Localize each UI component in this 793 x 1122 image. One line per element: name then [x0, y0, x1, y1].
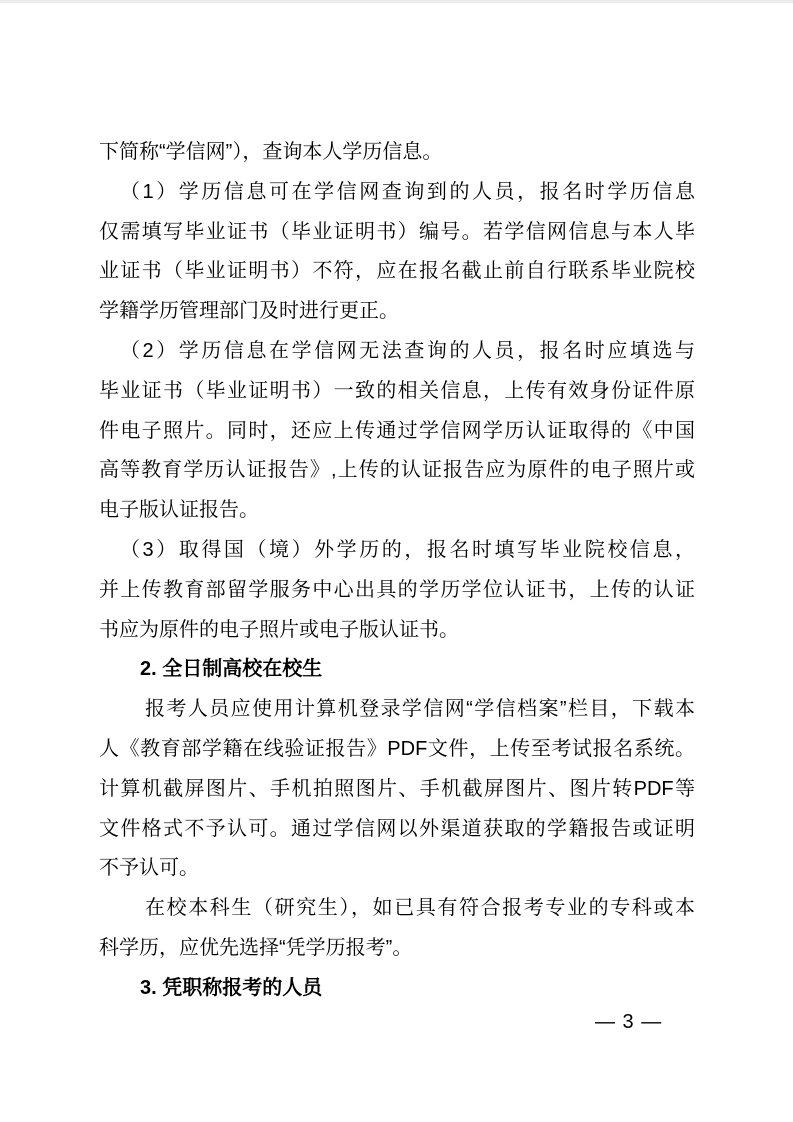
page-number: — 3 —	[595, 1011, 663, 1033]
text-line: 件电子照片。同时，还应上传通过学信网学历认证取得的《中国	[99, 419, 695, 442]
text-line: 3. 凭职称报考的人员	[140, 976, 323, 999]
text-line: 在校本科生（研究生），如已具有符合报考专业的专科或本	[145, 897, 695, 920]
paragraph	[99, 531, 695, 650]
scan-top-edge	[0, 0, 793, 3]
text-line: 业证书（毕业证明书）不符，应在报名截止前自行联系毕业院校	[99, 260, 695, 283]
text-line: 报考人员应使用计算机登录学信网“学信档案”栏目，下载本	[145, 698, 695, 721]
paragraph	[99, 173, 695, 332]
paragraph	[99, 133, 695, 173]
document-body	[99, 133, 695, 1009]
text-line: 毕业证书（毕业证明书）一致的相关信息，上传有效身份证件原	[99, 379, 695, 402]
text-line: 并上传教育部留学服务中心出具的学历学位认证书，上传的认证	[99, 578, 695, 601]
text-line: （2）学历信息在学信网无法查询的人员，报名时应填选与	[120, 339, 695, 362]
text-line: 不予认可。	[99, 857, 199, 880]
text-line: （3）取得国（境）外学历的，报名时填写毕业院校信息，	[120, 538, 695, 561]
text-line: 书应为原件的电子照片或电子版认证书。	[99, 618, 459, 641]
paragraph	[99, 690, 695, 889]
paragraph	[99, 332, 695, 531]
text-line: 文件格式不予认可。通过学信网以外渠道获取的学籍报告或证明	[99, 817, 695, 840]
text-line: 下简称“学信网”），查询本人学历信息。	[99, 141, 443, 163]
paragraph	[99, 889, 695, 969]
text-line: 仅需填写毕业证书（毕业证明书）编号。若学信网信息与本人毕	[99, 220, 695, 243]
text-line: （1）学历信息可在学信网查询到的人员，报名时学历信息	[120, 180, 695, 203]
text-line: 科学历，应优先选择“凭学历报考”。	[99, 936, 413, 959]
text-line: 电子版认证报告。	[99, 499, 259, 522]
text-line: 学籍学历管理部门及时进行更正。	[99, 300, 399, 323]
text-line: 2. 全日制高校在校生	[140, 658, 323, 681]
text-line: 高等教育学历认证报告》,上传的认证报告应为原件的电子照片或	[99, 459, 695, 482]
text-line: 计算机截屏图片、手机拍照图片、手机截屏图片、图片转PDF等	[99, 777, 695, 800]
text-line: 人《教育部学籍在线验证报告》PDF文件，上传至考试报名系统。	[99, 737, 695, 760]
section-heading	[99, 650, 695, 690]
